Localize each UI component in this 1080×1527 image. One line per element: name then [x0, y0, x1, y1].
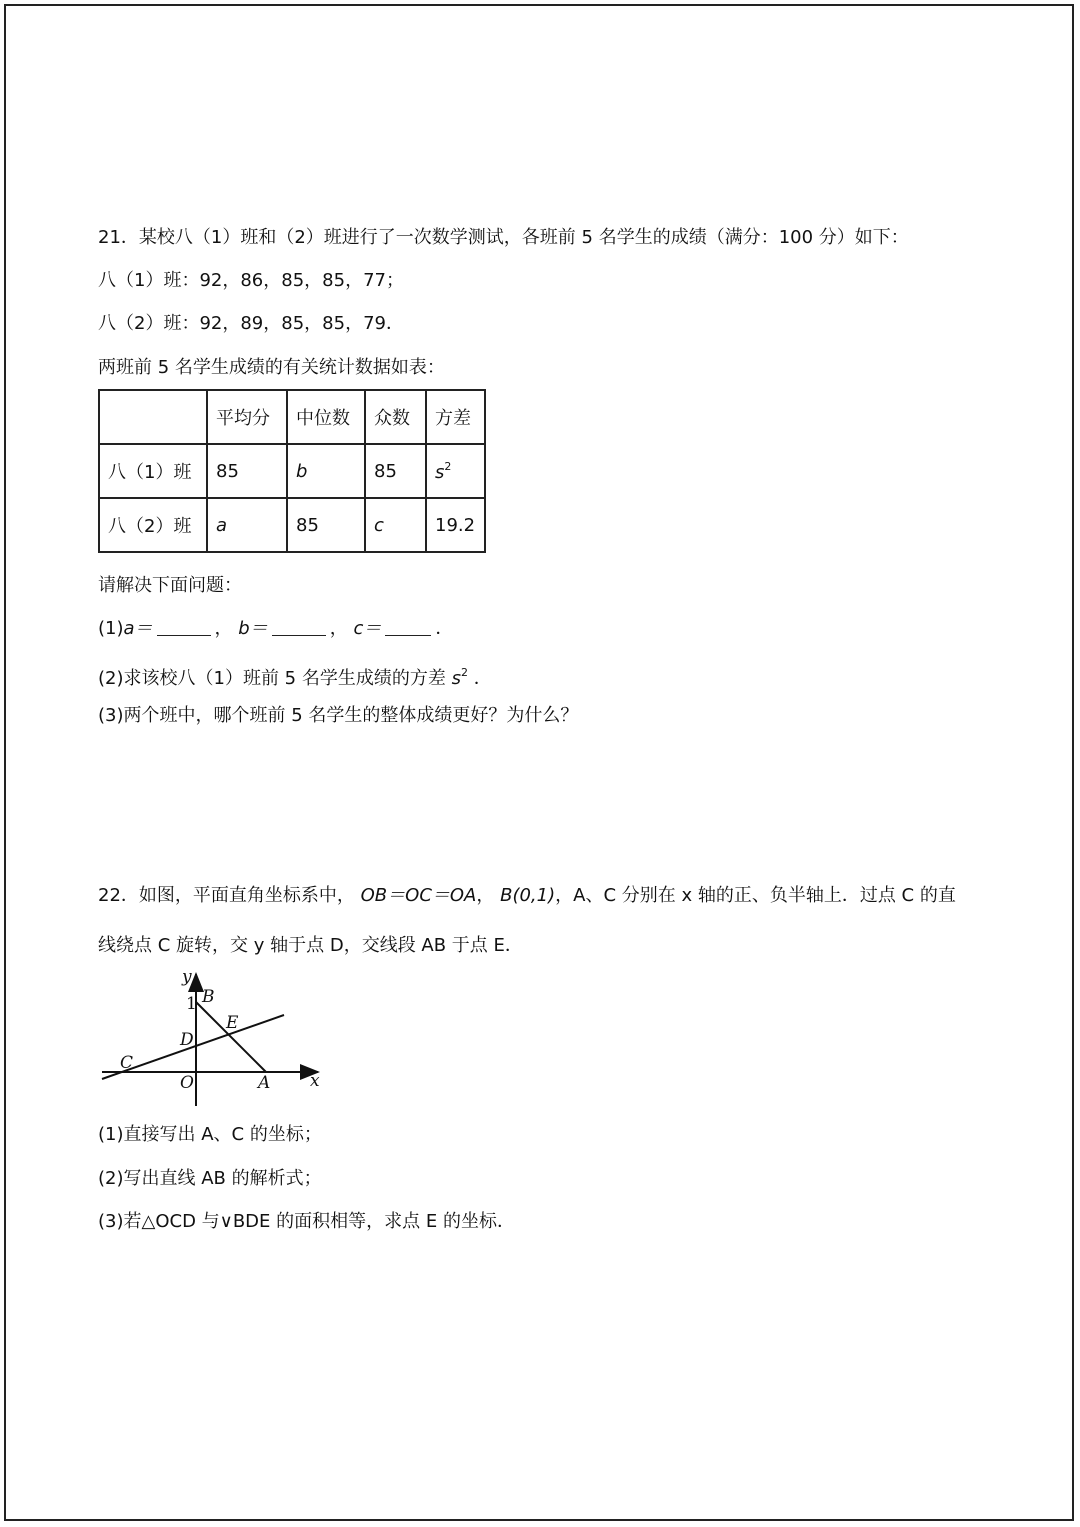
table-cell: a [207, 498, 287, 552]
blank-b-label: b＝ [238, 618, 268, 639]
table-cell: 85 [287, 498, 365, 552]
q21-class2-scores: 八（2）班：92，89，85，85，79． [98, 313, 404, 334]
table-header-cell: 中位数 [287, 390, 365, 444]
part2-superscript: 2 [460, 666, 468, 679]
coordinate-figure [96, 962, 328, 1110]
table-row [99, 498, 485, 552]
period: ． [435, 618, 454, 639]
label-b: B [202, 987, 215, 1007]
q22-stem-line1 [98, 884, 956, 908]
q22-part1: (1)直接写出 A、C 的坐标； [98, 1124, 322, 1145]
q21-part1 [98, 617, 453, 641]
blank-a-label: a＝ [123, 618, 153, 639]
stats-table [98, 389, 486, 553]
table-cell: 八（2）班 [99, 498, 207, 552]
part2-variance: s [451, 668, 461, 689]
label-x: x [310, 1071, 320, 1091]
q21-part3: (3)两个班中，哪个班前 5 名学生的整体成绩更好？为什么？ [98, 705, 579, 726]
q22-stem-b: ，A、C 分别在 x 轴的正、负半轴上．过点 C 的直 [555, 885, 956, 906]
period: ． [473, 668, 492, 689]
q22-part2: (2)写出直线 AB 的解析式； [98, 1168, 322, 1189]
q21-table-intro: 两班前 5 名学生成绩的有关统计数据如表： [98, 357, 445, 378]
blank-c-label: c＝ [353, 618, 382, 639]
table-cell: 19.2 [426, 498, 485, 552]
table-cell: c [365, 498, 426, 552]
table-header-cell: 众数 [365, 390, 426, 444]
separator: ， [214, 618, 233, 639]
q21-stem: 21．某校八（1）班和（2）班进行了一次数学测试，各班前 5 名学生的成绩（满分：100 分）如下： [98, 227, 909, 248]
q22-equation: OB＝OC＝OA [360, 885, 477, 906]
table-header-cell: 平均分 [207, 390, 287, 444]
q22-part3: (3)若△OCD 与∨BDE 的面积相等，求点 E 的坐标． [98, 1211, 515, 1232]
q21-instruction: 请解决下面问题： [98, 575, 242, 596]
part1-label: (1) [98, 618, 124, 639]
part2-text: (2)求该校八（1）班前 5 名学生成绩的方差 [98, 668, 446, 689]
separator: ， [329, 618, 348, 639]
table-row [99, 444, 485, 498]
label-d: D [180, 1030, 194, 1050]
label-o: O [180, 1073, 194, 1093]
table-cell: 八（1）班 [99, 444, 207, 498]
label-c: C [120, 1053, 134, 1073]
table-cell-variance [426, 444, 485, 498]
table-header-cell: 方差 [426, 390, 485, 444]
q22-point-b: B(0,1) [500, 885, 556, 906]
table-header-row [99, 390, 485, 444]
label-y: y [182, 967, 192, 987]
blank-c [385, 617, 431, 636]
label-a: A [258, 1073, 271, 1093]
q21-class1-scores: 八（1）班：92，86，85，85，77； [98, 270, 404, 291]
table-cell: b [287, 444, 365, 498]
separator: ， [476, 885, 495, 906]
q22-stem-a: 22．如图，平面直角坐标系中， [98, 885, 355, 906]
variance-symbol: s [435, 461, 445, 483]
q22-stem-line2: 线绕点 C 旋转，交 y 轴于点 D，交线段 AB 于点 E． [98, 935, 523, 956]
variance-superscript: 2 [444, 459, 452, 473]
label-e: E [226, 1013, 239, 1033]
blank-a [157, 617, 211, 636]
label-one: 1 [186, 994, 197, 1014]
table-cell: 85 [365, 444, 426, 498]
table-header-cell [99, 390, 207, 444]
blank-b [272, 617, 326, 636]
q21-part2 [98, 661, 492, 691]
table-cell: 85 [207, 444, 287, 498]
